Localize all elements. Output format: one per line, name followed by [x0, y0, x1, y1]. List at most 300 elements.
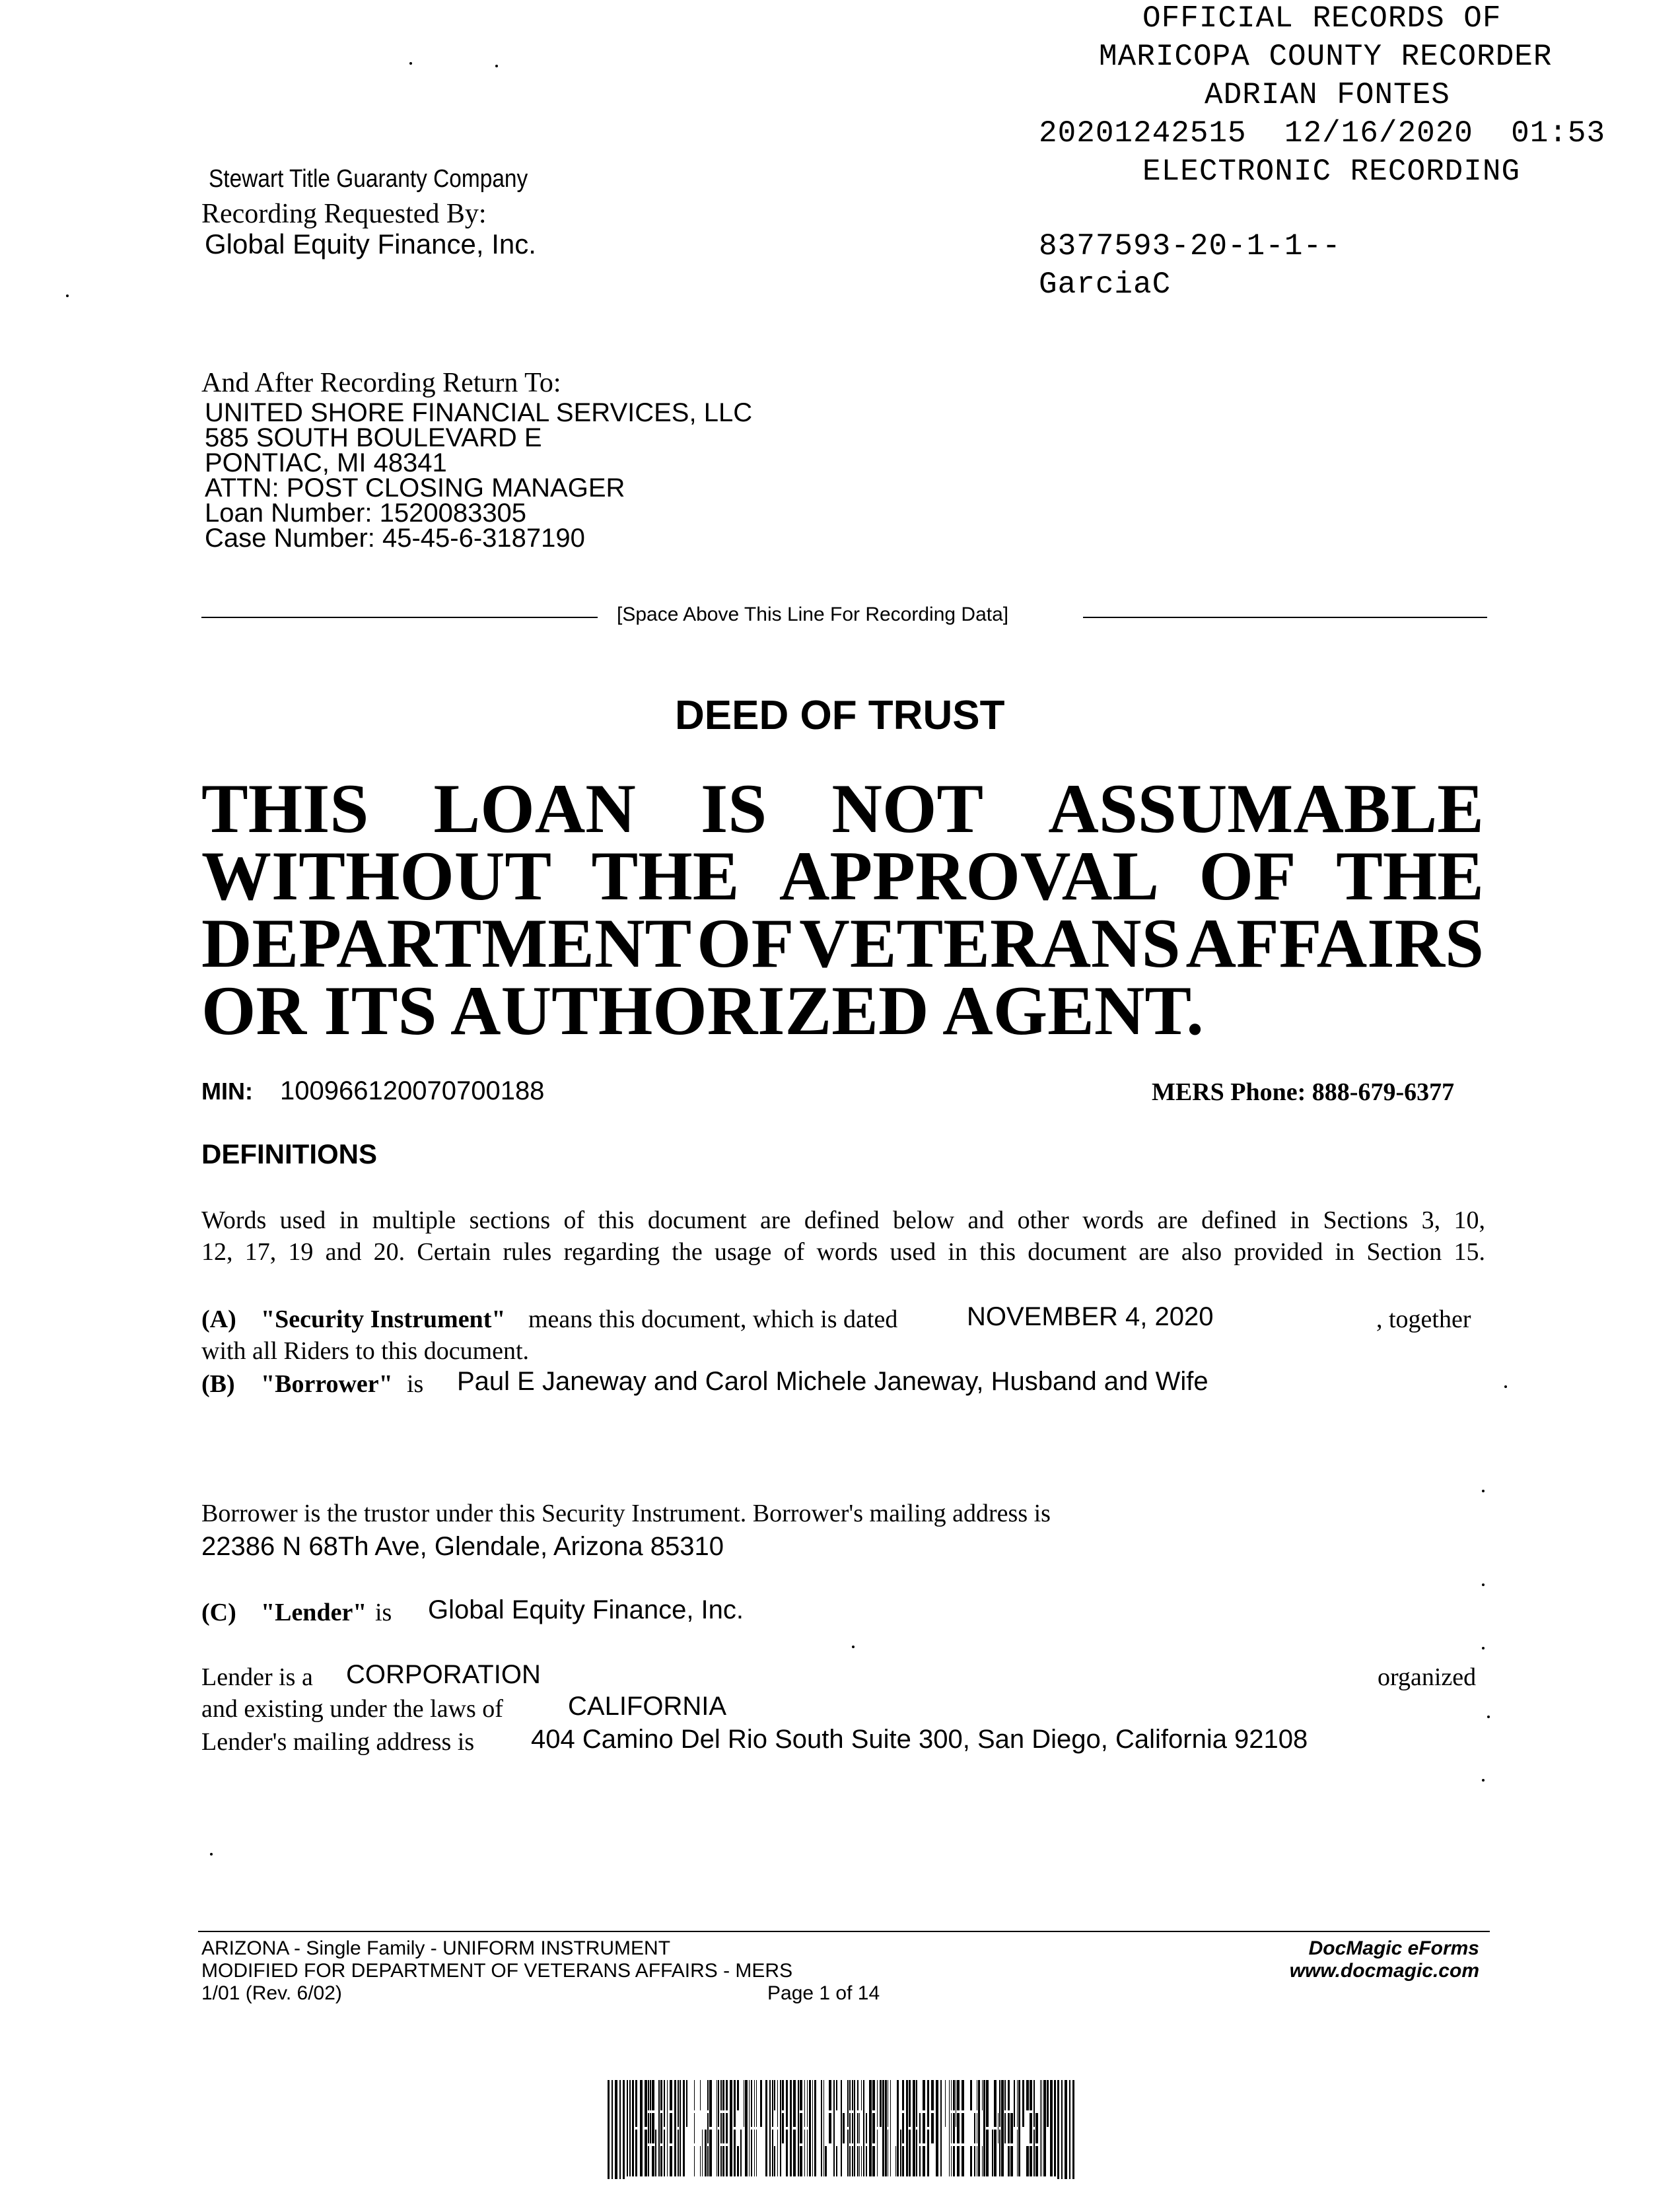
barcode-bar	[1033, 2130, 1035, 2176]
barcode-bar	[836, 2080, 837, 2110]
barcode-bar	[913, 2080, 915, 2176]
return-to-line: ATTN: POST CLOSING MANAGER	[205, 473, 625, 503]
assumability-line-1	[201, 770, 1484, 847]
page-number: Page 1 of 14	[767, 1982, 880, 2004]
barcode-bar	[740, 2130, 742, 2176]
barcode-bar	[678, 2080, 679, 2127]
barcode-bar	[931, 2113, 934, 2143]
barcode-bar	[694, 2146, 695, 2176]
barcode-bar	[916, 2130, 917, 2176]
title-company: Stewart Title Guaranty Company	[209, 165, 528, 193]
banner-word: APPROVAL	[779, 837, 1160, 915]
lender-is-a: Lender is a	[201, 1663, 313, 1691]
barcode-bar	[804, 2130, 805, 2176]
footer-line3: 1/01 (Rev. 6/02)	[201, 1982, 342, 2004]
barcode-bar	[999, 2080, 1000, 2127]
barcode-bar	[734, 2130, 736, 2176]
lender-state: CALIFORNIA	[568, 1692, 727, 1721]
banner-word: IS	[701, 770, 767, 847]
barcode-bar	[861, 2080, 862, 2110]
barcode-bar	[931, 2080, 934, 2110]
barcode-bar	[800, 2080, 802, 2110]
barcode-bar	[857, 2080, 858, 2110]
barcode-bar	[863, 2080, 864, 2176]
barcode-bar	[916, 2080, 917, 2127]
barcode-bar	[1041, 2080, 1042, 2176]
barcode-bar	[664, 2080, 665, 2127]
barcode-bar	[953, 2080, 955, 2110]
footer-line2: MODIFIED FOR DEPARTMENT OF VETERANS AFFAIRS - MERS	[201, 1960, 793, 1982]
barcode-bar	[927, 2080, 929, 2127]
barcode-bar	[707, 2080, 709, 2110]
barcode-bar	[1008, 2113, 1010, 2143]
banner-word: THE	[591, 837, 740, 915]
barcode-bar	[769, 2080, 771, 2176]
barcode-bar	[655, 2130, 656, 2176]
scan-mark	[1482, 1583, 1485, 1586]
barcode-bar	[777, 2080, 778, 2127]
definition-a-term: "Security Instrument"	[261, 1305, 506, 1333]
barcode-bar	[751, 2130, 752, 2176]
banner-word: THE	[1336, 837, 1484, 915]
barcode-bar	[957, 2113, 960, 2143]
barcode-bar	[1014, 2080, 1015, 2127]
divider-left	[201, 617, 598, 618]
barcode-bar	[705, 2130, 707, 2176]
barcode-bar	[1072, 2080, 1074, 2179]
definition-b-label: (B)	[201, 1370, 235, 1398]
barcode-bar	[1069, 2080, 1070, 2179]
barcode-bar	[648, 2080, 649, 2110]
definitions-intro-line2: 12, 17, 19 and 20. Certain rules regarding the usage of words used in this document are also provided in Section 15.	[201, 1238, 1485, 1266]
barcode-bar	[849, 2146, 851, 2176]
barcode-bar	[782, 2113, 784, 2143]
barcode-bar	[660, 2113, 662, 2143]
divider-right	[1083, 617, 1487, 618]
barcode-bar	[774, 2080, 775, 2110]
barcode-bar	[1010, 2146, 1013, 2176]
barcode-bar	[923, 2146, 925, 2176]
barcode-bar	[821, 2080, 822, 2176]
barcode-bar	[1008, 2080, 1010, 2110]
barcode-bar	[869, 2080, 872, 2176]
barcode-bar	[707, 2146, 709, 2176]
scan-mark	[1504, 1385, 1507, 1388]
barcode-bar	[670, 2080, 672, 2110]
barcode-bar	[872, 2113, 875, 2143]
barcode-bar	[859, 2113, 860, 2143]
banner-word: WITHOUT	[201, 837, 552, 915]
barcode-bar	[774, 2146, 775, 2176]
barcode-bar	[986, 2080, 989, 2127]
barcode-bar	[726, 2146, 728, 2176]
barcode-bar	[974, 2113, 975, 2143]
barcode-bar	[702, 2130, 703, 2176]
barcode-bar	[772, 2130, 773, 2176]
barcode-bar	[852, 2080, 853, 2110]
scan-mark	[409, 62, 412, 65]
barcode-bar	[857, 2113, 858, 2143]
barcode-bar	[648, 2113, 649, 2143]
barcode-bar	[660, 2146, 662, 2176]
barcode-bar	[1054, 2080, 1056, 2176]
space-above-line-label: [Space Above This Line For Recording Data]	[617, 604, 1009, 625]
barcode-bar	[650, 2080, 651, 2110]
barcode-bar	[749, 2080, 750, 2176]
barcode-bar	[670, 2146, 672, 2176]
barcode-bar	[829, 2080, 831, 2110]
recording-stamp-line4: 20201242515 12/16/2020 01:53	[1039, 116, 1606, 151]
barcode-bar	[849, 2113, 851, 2143]
barcode-bar	[951, 2080, 952, 2110]
return-to-line: UNITED SHORE FINANCIAL SERVICES, LLC	[205, 398, 753, 427]
borrower-trustor-text: Borrower is the trustor under this Security Instrument. Borrower's mailing address is	[201, 1500, 1051, 1527]
barcode-bar	[786, 2130, 788, 2176]
barcode-bar	[670, 2113, 672, 2143]
barcode-bar	[782, 2080, 784, 2110]
barcode-bar	[852, 2113, 853, 2143]
barcode-bar	[686, 2080, 687, 2127]
barcode-bar	[726, 2113, 728, 2143]
barcode-bar	[953, 2146, 955, 2176]
barcode-bar	[793, 2080, 796, 2127]
barcode-bar	[1057, 2080, 1059, 2179]
barcode-bar	[1004, 2080, 1006, 2110]
barcode-bar	[890, 2080, 891, 2176]
barcode-bar	[772, 2080, 773, 2127]
barcode-bar	[635, 2080, 637, 2127]
barcode-bar	[756, 2130, 757, 2176]
return-to-line: PONTIAC, MI 48341	[205, 448, 447, 477]
barcode-bar	[847, 2130, 849, 2176]
barcode-bar	[648, 2146, 649, 2176]
barcode-bar	[737, 2080, 739, 2110]
barcode-bar	[812, 2080, 813, 2176]
barcode-bar	[640, 2080, 643, 2176]
barcode-bar	[804, 2080, 805, 2127]
barcode-bar	[674, 2080, 676, 2176]
barcode-bar	[694, 2113, 695, 2143]
barcode-bar	[982, 2146, 983, 2176]
barcode-bar	[777, 2130, 778, 2176]
barcode-bar	[1050, 2080, 1053, 2176]
barcode-bar	[678, 2130, 679, 2176]
organized-text: organized	[1378, 1663, 1477, 1691]
scan-mark	[1482, 1490, 1485, 1492]
banner-word: THIS	[201, 770, 369, 847]
mers-phone: MERS Phone: 888-679-6377	[1152, 1078, 1455, 1106]
barcode-bar	[658, 2080, 660, 2176]
barcode-bar	[751, 2080, 752, 2127]
assumability-line-3	[201, 905, 1484, 982]
borrower-names: Paul E Janeway and Carol Michele Janeway, Husband and Wife	[457, 1367, 1208, 1396]
barcode-bar	[1026, 2080, 1029, 2110]
recording-ref-number: 8377593-20-1-1--	[1039, 229, 1341, 263]
barcode-bar	[694, 2080, 695, 2110]
min-value: 100966120070700188	[280, 1076, 545, 1105]
barcode-bar	[635, 2130, 637, 2176]
barcode-bar	[927, 2130, 929, 2176]
barcode-bar	[866, 2146, 867, 2176]
barcode-bar	[1030, 2146, 1032, 2176]
min-label: MIN:	[201, 1078, 253, 1105]
barcode-bar	[623, 2080, 625, 2179]
footer-line1: ARIZONA - Single Family - UNIFORM INSTRUMENT	[201, 1937, 671, 1959]
barcode-bar	[722, 2113, 724, 2143]
recording-stamp-line5: ELECTRONIC RECORDING	[1142, 155, 1521, 189]
lender-address: 404 Camino Del Rio South Suite 300, San Diego, California 92108	[531, 1725, 1308, 1754]
barcode-bar	[652, 2146, 654, 2176]
barcode-bar	[809, 2080, 811, 2176]
barcode-bar	[1018, 2080, 1020, 2176]
barcode-bar	[700, 2080, 701, 2110]
barcode-bar	[726, 2080, 728, 2110]
scan-mark	[1482, 1647, 1485, 1649]
barcode-bar	[951, 2146, 952, 2176]
barcode-bar	[645, 2080, 647, 2127]
barcode-bar	[957, 2080, 960, 2110]
barcode-bar	[1061, 2080, 1063, 2179]
barcode-bar	[608, 2080, 610, 2179]
banner-word: NOT	[831, 770, 984, 847]
barcode-bar	[957, 2146, 960, 2176]
barcode-bar	[872, 2146, 875, 2176]
barcode-bar	[857, 2146, 858, 2176]
barcode-bar	[885, 2080, 887, 2176]
definition-c-term: "Lender"	[261, 1599, 367, 1626]
barcode-bar	[974, 2146, 975, 2176]
barcode-bar	[798, 2080, 799, 2176]
barcode-bar	[882, 2080, 884, 2176]
banner-word: AFFAIRS	[1185, 905, 1484, 982]
barcode-image	[608, 2080, 1086, 2179]
barcode-bar	[632, 2080, 634, 2176]
barcode-bar	[919, 2146, 921, 2176]
barcode-bar	[982, 2080, 983, 2110]
barcode-bar	[667, 2080, 668, 2176]
barcode-bar	[825, 2146, 827, 2176]
barcode-bar	[760, 2080, 762, 2127]
banner-word: ASSUMABLE	[1048, 770, 1484, 847]
barcode-bar	[902, 2146, 904, 2176]
barcode-bar	[962, 2146, 964, 2176]
barcode-bar	[1033, 2080, 1035, 2127]
barcode-bar	[629, 2080, 631, 2176]
scan-mark	[1482, 1779, 1485, 1782]
barcode-bar	[707, 2113, 709, 2143]
barcode-bar	[945, 2080, 946, 2127]
barcode-bar	[619, 2080, 621, 2179]
barcode-bar	[754, 2130, 755, 2176]
barcode-bar	[872, 2080, 875, 2110]
barcode-bar	[1030, 2080, 1032, 2110]
barcode-bar	[861, 2146, 862, 2176]
barcode-bar	[722, 2080, 724, 2110]
banner-word: OF	[697, 905, 794, 982]
definition-a-text: means this document, which is dated	[528, 1305, 898, 1333]
return-to-line: 585 SOUTH BOULEVARD E	[205, 423, 542, 452]
barcode-bar	[1017, 2130, 1018, 2176]
definitions-intro-line1: Words used in multiple sections of this document are defined below and other words are defined in Sections 3, 10,	[201, 1206, 1485, 1234]
banner-word: VETERANS	[799, 905, 1181, 982]
loan-number: Loan Number: 1520083305	[205, 499, 527, 528]
barcode-bar	[652, 2113, 654, 2143]
barcode-bar	[923, 2080, 925, 2110]
barcode-bar	[1001, 2080, 1004, 2176]
barcode-bar	[650, 2113, 651, 2143]
security-instrument-date: NOVEMBER 4, 2020	[967, 1302, 1214, 1331]
banner-word: OR ITS AUTHORIZED AGENT.	[201, 972, 1204, 1049]
barcode-bar	[1040, 2080, 1041, 2176]
barcode-bar	[994, 2080, 997, 2127]
barcode-bar	[793, 2130, 796, 2176]
barcode-bar	[897, 2080, 899, 2176]
barcode-bar	[754, 2080, 755, 2127]
barcode-bar	[847, 2080, 849, 2127]
barcode-bar	[780, 2080, 781, 2176]
barcode-bar	[1043, 2080, 1046, 2176]
lender-address-label: Lender's mailing address is	[201, 1728, 475, 1756]
barcode-bar	[730, 2080, 732, 2176]
barcode-bar	[923, 2113, 925, 2143]
barcode-bar	[866, 2113, 867, 2143]
definition-c-label: (C)	[201, 1599, 236, 1626]
barcode-bar	[1065, 2080, 1067, 2179]
barcode-bar	[936, 2080, 938, 2176]
assumability-line-2	[201, 837, 1484, 915]
existing-under-text: and existing under the laws of	[201, 1695, 503, 1723]
banner-word: OF	[1199, 837, 1296, 915]
definition-a-label: (A)	[201, 1305, 236, 1333]
recording-stamp-line1: OFFICIAL RECORDS OF	[1142, 1, 1502, 36]
scan-mark	[66, 295, 69, 297]
barcode-bar	[919, 2113, 921, 2143]
barcode-bar	[709, 2130, 712, 2176]
barcode-bar	[765, 2080, 767, 2176]
barcode-bar	[1035, 2146, 1038, 2176]
recording-stamp-line3: ADRIAN FONTES	[1205, 78, 1450, 112]
definition-b-is: is	[407, 1370, 424, 1398]
banner-word: DEPARTMENT	[201, 905, 692, 982]
barcode-bar	[807, 2080, 808, 2127]
scan-mark	[210, 1853, 213, 1856]
barcode-bar	[906, 2080, 908, 2176]
definitions-heading: DEFINITIONS	[201, 1138, 378, 1169]
barcode-bar	[1008, 2146, 1010, 2176]
barcode-bar	[902, 2080, 904, 2110]
barcode-bar	[720, 2080, 722, 2110]
barcode-bar	[1035, 2113, 1038, 2143]
barcode-bar	[664, 2130, 665, 2176]
barcode-bar	[823, 2080, 824, 2176]
barcode-bar	[737, 2146, 739, 2176]
barcode-bar	[859, 2146, 860, 2176]
lender-type: CORPORATION	[346, 1660, 541, 1689]
barcode-bar	[615, 2080, 617, 2179]
barcode-bar	[1026, 2146, 1029, 2176]
assumability-line-4	[201, 972, 1484, 1049]
borrower-address: 22386 N 68Th Ave, Glendale, Arizona 85310	[201, 1532, 724, 1561]
definition-c-is: is	[375, 1599, 392, 1626]
barcode-bar	[999, 2130, 1000, 2176]
barcode-bar	[970, 2080, 972, 2110]
recording-ref-name: GarciaC	[1039, 267, 1172, 302]
barcode-bar	[1030, 2113, 1032, 2143]
barcode-bar	[709, 2080, 712, 2127]
barcode-bar	[877, 2130, 878, 2176]
barcode-bar	[807, 2130, 808, 2176]
lender-name: Global Equity Finance, Inc.	[428, 1595, 744, 1624]
barcode-bar	[680, 2080, 681, 2176]
barcode-bar	[841, 2080, 842, 2176]
barcode-bar	[1004, 2113, 1006, 2143]
barcode-bar	[720, 2146, 722, 2176]
barcode-bar	[612, 2080, 613, 2179]
recording-stamp-line2: MARICOPA COUNTY RECORDER	[1099, 40, 1553, 74]
barcode-bar	[833, 2080, 835, 2176]
barcode-bar	[718, 2130, 719, 2176]
barcode-bar	[992, 2130, 993, 2176]
barcode-bar	[962, 2080, 964, 2110]
case-number: Case Number: 45-45-6-3187190	[205, 524, 585, 553]
definition-a-line2: with all Riders to this document.	[201, 1337, 530, 1365]
barcode-bar	[745, 2080, 748, 2176]
barcode-bar	[660, 2080, 662, 2110]
scan-mark	[852, 1646, 855, 1648]
banner-word: LOAN	[433, 770, 636, 847]
barcode-bar	[829, 2113, 831, 2143]
barcode-bar	[800, 2113, 802, 2143]
barcode-bar	[949, 2080, 950, 2176]
barcode-bar	[645, 2130, 647, 2176]
barcode-bar	[836, 2146, 837, 2176]
barcode-bar	[849, 2080, 851, 2110]
requested-by-label: Recording Requested By:	[201, 199, 487, 229]
barcode-bar	[683, 2080, 685, 2176]
barcode-bar	[790, 2080, 792, 2176]
barcode-bar	[978, 2080, 980, 2176]
scan-mark	[1487, 1716, 1490, 1718]
docmagic-website: www.docmagic.com	[1289, 1960, 1479, 1982]
barcode-bar	[880, 2080, 882, 2127]
barcode-bar	[734, 2080, 736, 2127]
barcode-bar	[700, 2146, 701, 2176]
barcode-bar	[1022, 2080, 1024, 2127]
barcode-bar	[962, 2113, 964, 2143]
definition-b-term: "Borrower"	[261, 1370, 393, 1398]
barcode-bar	[756, 2080, 757, 2127]
return-to-label: And After Recording Return To:	[201, 368, 561, 398]
barcode-bar	[994, 2130, 997, 2176]
requested-by-name: Global Equity Finance, Inc.	[205, 228, 536, 260]
barcode-bar	[722, 2146, 724, 2176]
barcode-bar	[627, 2080, 628, 2176]
barcode-bar	[895, 2146, 896, 2176]
barcode-bar	[1047, 2080, 1049, 2127]
barcode-bar	[814, 2080, 816, 2176]
footer-rule	[198, 1931, 1490, 1932]
barcode-bar	[843, 2113, 845, 2143]
barcode-bar	[909, 2080, 911, 2127]
barcode-bar	[877, 2080, 878, 2127]
barcode-bar	[854, 2080, 855, 2176]
docmagic-logo: DocMagic eForms	[1308, 1937, 1479, 1959]
barcode-bar	[1010, 2113, 1013, 2143]
barcode-bar	[909, 2130, 911, 2176]
barcode-bar	[940, 2080, 942, 2176]
barcode-bar	[652, 2080, 654, 2110]
barcode-bar	[718, 2080, 719, 2127]
